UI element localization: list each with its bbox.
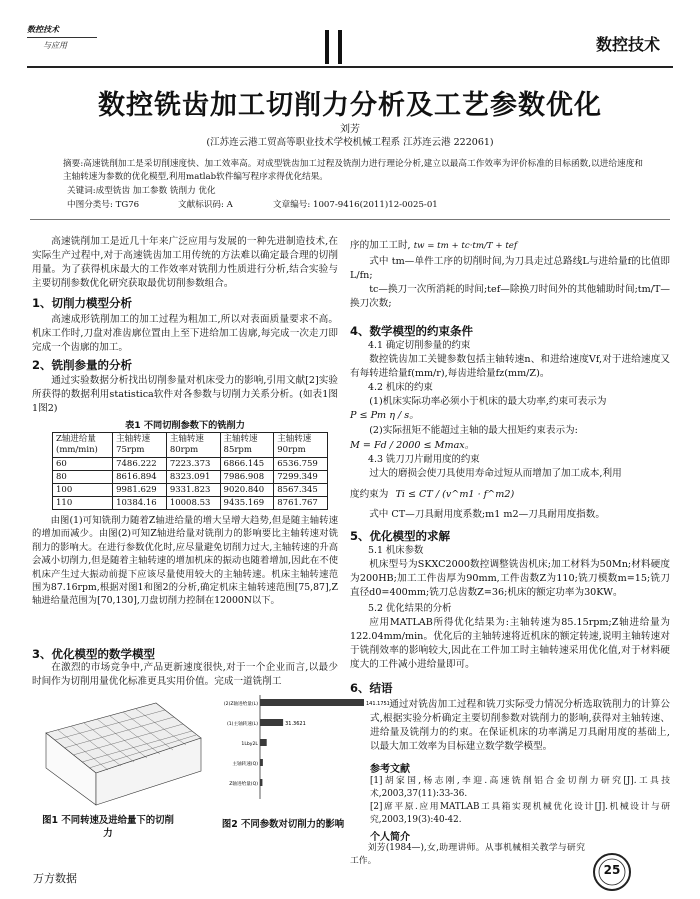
formula-torque: M = Fd / 2000 ≤ Mmax。	[350, 440, 475, 451]
table-cell: 10384.16	[113, 497, 167, 510]
chart-bar	[260, 779, 262, 786]
figure-1-surface-plot	[36, 693, 211, 813]
header-section: 数控技术	[595, 35, 660, 54]
right-p1	[350, 239, 670, 253]
logo-line1: 数控技术	[27, 24, 59, 34]
abstract: 摘要:高速铣削加工是采切削速度快、加工效率高。对成型铣齿加工过程及铣削力进行理论分析,建立以最高工作效率为评价标准的目标函数,以进给速度和主轴转速为参数的优化模型,利用matlab软件编写程序求得优化结果。	[63, 159, 643, 182]
table-cell: 6866.145	[220, 458, 274, 471]
doc-code: 文献标识码: A	[178, 200, 233, 210]
section-4-title: 4、数学模型的约束条件	[350, 324, 474, 338]
reference-2: [2]席平原.应用MATLAB工具箱实现机械优化设计[J].机械设计与研究,2003,19(3):40-42.	[370, 802, 670, 825]
figure-2-caption: 图2 不同参数对切削力的影响	[221, 819, 345, 830]
section-2-text-2: 由图(1)可知铣削力随着Z轴进给量的增大呈增大趋势,但是随主轴转速的增加而减少。由图(2)可知Z轴进给量对铣削力的影响要比主轴转速对铣削力的影响大。在进行参数优化时,应尽量避免切削力过大,主轴转速的升高会减小切削力,但是随着主轴转速的增加机床的振动也随着增加,因此在不使机床产生过大振动前提下应该尽量使用较大的主轴转速。机床主轴转速范围为87.16rpm,根据对图1和图2的分析,确定机床主轴转速范围[75,87],Z轴进给量范围为[70,130],刀盘切削力控制在12000N以下。	[32, 515, 338, 607]
section-4-3-text: 过大的磨损会使刀具使用寿命过短从而增加了加工成本,利用	[369, 468, 622, 479]
bio-text: 刘芳(1984—),女,助理讲师。从事机械相关教学与研究工作。	[350, 843, 585, 866]
table-cell: 7223.373	[166, 458, 220, 471]
cutting-force-table	[52, 432, 328, 510]
table-cell: 8761.767	[274, 497, 328, 510]
author: 刘芳	[340, 124, 360, 135]
section-6-title: 6、结语	[350, 681, 393, 695]
chart-data-label: 141.1751	[366, 701, 390, 707]
table-header-cell: 主轴转速80rpm	[166, 433, 220, 458]
class-no: 中图分类号: TG76	[67, 200, 140, 210]
affiliation: (江苏连云港工贸高等职业技术学校机械工程系 江苏连云港 222061)	[206, 137, 494, 148]
chart-bar	[260, 699, 364, 706]
table-header-cell: 主轴转速85rpm	[220, 433, 274, 458]
chart-category-label: (2)Z轴进给量(L)	[223, 702, 258, 707]
section-6-text: 通过对铣齿加工过程和铣刀实际受力情况分析选取铣削力的计算公式,根据实验分析确定主要切削参数对铣削力的影响,获得对主轴转速、进给量及铣削力的约束。在保证机床的功率满足刀具耐用度的基础上,以最大加工效率为目标建立数学数学模型。	[370, 699, 670, 752]
section-4-2-text-1: (1)机床实际功率必须小于机床的最大功率,约束可表示为	[369, 396, 607, 407]
page-number: 25	[603, 863, 621, 877]
table-cell: 7486.222	[113, 458, 167, 471]
table-cell: 9981.629	[113, 484, 167, 497]
table-cell: 9020.840	[220, 484, 274, 497]
article-no: 文章编号: 1007-9416(2011)12-0025-01	[273, 200, 438, 210]
table-cell: 6536.759	[274, 458, 328, 471]
section-4-1-text: 数控铣齿加工关键参数包括主轴转速n、和进给速度Vf,对于进给速度又有每转进给量f(mm/r),每齿进给量fz(mm/Z)。	[350, 354, 670, 379]
table-cell: 9331.823	[166, 484, 220, 497]
table-caption: 表1 不同切削参数下的铣削力	[125, 420, 245, 431]
table-cell: 60	[53, 458, 113, 471]
formula-tool-life: Ti ≤ CT / (v^m1 · f^m2)	[395, 489, 515, 500]
logo-line2: 与应用	[43, 41, 67, 50]
table-cell: 80	[53, 471, 113, 484]
table-cell: 8616.894	[113, 471, 167, 484]
keywords: 关键词:成型铣齿 加工参数 铣削力 优化	[67, 186, 216, 196]
section-5-1-text: 机床型号为SKXC2000数控调整铣齿机床;加工材料为50Mn;材料硬度为200HB;加工工件齿厚为90mm,工件齿数Z为110;铣刀模数m=15;铣刀直径d0=400mm;铣刀总齿数Z=36;机床的额定功率为30KW。	[350, 559, 670, 598]
right-p2: 式中 tm—单件工序的切削时间,为刀具走过总路线L与进给量f的比值即L/fn;	[350, 256, 670, 281]
section-4-3-line	[350, 488, 670, 502]
table-cell: 8323.091	[166, 471, 220, 484]
page-title: 数控铣齿加工切削力分析及工艺参数优化	[98, 90, 602, 121]
table-header-cell: Z轴进给量(mm/min)	[53, 433, 113, 458]
section-4-1-title: 4.1 确定切削参量的约束	[368, 340, 471, 351]
footer-source: 万方数据	[33, 872, 77, 885]
table-header-cell: 主轴转速75rpm	[113, 433, 167, 458]
chart-data-label: 31.3621	[285, 721, 306, 727]
formula-work-time: tw = tm + tc·tm/T + tef	[413, 241, 518, 251]
table-cell: 110	[53, 497, 113, 510]
table-row	[53, 458, 328, 471]
header-logo	[27, 24, 101, 66]
header-bars	[321, 30, 349, 68]
bio-title: 个人简介	[370, 832, 410, 843]
references-title: 参考文献	[370, 764, 410, 775]
section-3-title: 3、优化模型的数学模型	[32, 647, 156, 661]
table-cell: 100	[53, 484, 113, 497]
section-4-3-text-2: 度约束为	[350, 489, 389, 500]
right-p1-text: 序的加工工时,	[350, 240, 411, 251]
chart-category-label: Z轴进给量(Q)	[229, 782, 258, 787]
section-4-3-text-3: 式中 CT—刀具耐用度系数;m1 m2—刀具耐用度指数。	[369, 509, 605, 520]
abstract-rule	[30, 219, 670, 220]
section-5-2-title: 5.2 优化结果的分析	[368, 603, 452, 614]
section-5-2-text: 应用MATLAB所得优化结果为:主轴转速为85.15rpm;Z轴进给量为122.04mm/min。优化后的主轴转速将近机床的额定转速,说明主轴转速对于铣削效率的影响较大,因此在工件加工时主轴转速采用优化值,对于材料硬度大的工件减小进给量即可。	[350, 617, 670, 670]
intro-paragraph: 高速铣削加工是近几十年来广泛应用与发展的一种先进制造技术,在实际生产过程中,对于高速铣齿加工用传统的方法难以确定最合理的切削用量。为了获得机床最大的工作效率对铣削力性质进行分析,结合实验与主要切削参数优化研究获取最优切削参数组合。	[32, 236, 338, 289]
right-p3: tc—换刀一次所消耗的时间;tef—除换刀时间外的其他辅助时间;tm/T—换刀次数;	[350, 284, 670, 309]
section-1-text: 高速成形铣削加工的加工过程为粗加工,所以对表面质量要求不高。机床工作时,刀盘对准齿廓位置由上至下进给加工齿廓,每完成一次走刀即完成一个齿廓的加工。	[32, 314, 338, 353]
chart-category-label: (1)主轴转速(L)	[226, 722, 258, 727]
figure-1-caption: 图1 不同转速及进给量下的切削力	[42, 815, 174, 839]
section-5-1-title: 5.1 机床参数	[368, 545, 424, 556]
section-4-3-title: 4.3 铣刀刀片耐用度的约束	[368, 454, 480, 465]
chart-category-label: 1Lby2L	[241, 742, 258, 747]
section-3-text: 在激烈的市场竞争中,产品更新速度很快,对于一个企业而言,以最少时间作为切削用量优化标准更具实用价值。完成一道铣削工	[32, 662, 338, 687]
table-row	[53, 471, 328, 484]
table-cell: 9435.169	[220, 497, 274, 510]
table-cell: 7299.349	[274, 471, 328, 484]
section-5-title: 5、优化模型的求解	[350, 529, 451, 543]
chart-bar	[260, 759, 263, 766]
chart-category-label: 主轴转速(Q)	[232, 762, 258, 767]
table-header-row	[53, 433, 328, 458]
table-cell: 8567.345	[274, 484, 328, 497]
table-row	[53, 484, 328, 497]
section-2-text: 通过实验数据分析找出切削参量对机床受力的影响,引用文献[2]实验所获得的数据利用statistica软件对各参数与切削力关系分析。(如表1图1图2)	[32, 375, 338, 414]
section-4-2-title: 4.2 机床的约束	[368, 382, 433, 393]
table-cell: 7986.908	[220, 471, 274, 484]
reference-1: [1]胡家国,杨志刚,李迎.高速铣削铝合金切削力研究[J].工具技术,2003,37(11):33-36.	[370, 776, 670, 799]
table-cell: 10008.53	[166, 497, 220, 510]
table-row	[53, 497, 328, 510]
section-4-2-text-2: (2)实际扭矩不能超过主轴的最大扭矩约束表示为:	[369, 425, 578, 436]
section-2-title: 2、铣削参量的分析	[32, 358, 133, 372]
section-1-title: 1、切削力模型分析	[32, 296, 133, 310]
table-header-cell: 主轴转速90rpm	[274, 433, 328, 458]
formula-power: P ≤ Pm η / s。	[350, 410, 419, 421]
header-rule	[27, 66, 673, 68]
chart-bar	[260, 739, 267, 746]
chart-bar	[260, 719, 283, 726]
